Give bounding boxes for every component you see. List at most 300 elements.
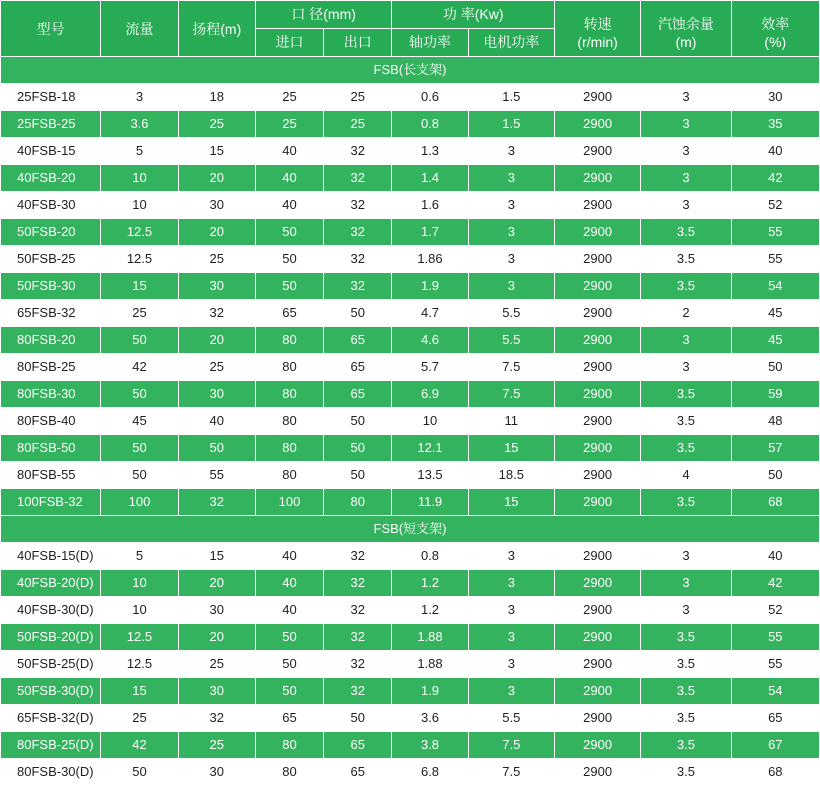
cell-model: 50FSB-30(D) bbox=[1, 678, 101, 705]
section-header-row bbox=[1, 57, 820, 84]
table-row bbox=[1, 462, 820, 489]
cell-value: 57 bbox=[731, 435, 819, 462]
cell-value: 54 bbox=[731, 678, 819, 705]
cell-value: 5.5 bbox=[468, 705, 554, 732]
cell-value: 3 bbox=[468, 138, 554, 165]
cell-value: 2900 bbox=[554, 651, 640, 678]
cell-value: 65 bbox=[324, 327, 392, 354]
cell-model: 80FSB-25(D) bbox=[1, 732, 101, 759]
cell-model: 40FSB-15 bbox=[1, 138, 101, 165]
table-row bbox=[1, 408, 820, 435]
cell-value: 20 bbox=[178, 219, 255, 246]
table-row bbox=[1, 732, 820, 759]
cell-value: 32 bbox=[324, 219, 392, 246]
cell-value: 40 bbox=[731, 543, 819, 570]
cell-model: 80FSB-25 bbox=[1, 354, 101, 381]
cell-value: 40 bbox=[255, 597, 323, 624]
cell-value: 65 bbox=[255, 705, 323, 732]
cell-value: 3.5 bbox=[641, 732, 731, 759]
table-row bbox=[1, 246, 820, 273]
col-header-flow: 流量 bbox=[101, 1, 178, 57]
cell-value: 80 bbox=[255, 408, 323, 435]
col-header-diameter-group: 口 径(mm) bbox=[255, 1, 391, 29]
cell-value: 32 bbox=[178, 300, 255, 327]
table-body bbox=[1, 57, 820, 786]
col-header-power-motor: 电机功率 bbox=[468, 29, 554, 57]
cell-value: 10 bbox=[101, 192, 178, 219]
cell-value: 2900 bbox=[554, 489, 640, 516]
cell-value: 100 bbox=[255, 489, 323, 516]
cell-value: 50 bbox=[101, 435, 178, 462]
cell-value: 30 bbox=[178, 678, 255, 705]
cell-model: 40FSB-30 bbox=[1, 192, 101, 219]
cell-value: 40 bbox=[255, 192, 323, 219]
cell-model: 80FSB-30(D) bbox=[1, 759, 101, 786]
cell-value: 1.88 bbox=[392, 651, 468, 678]
table-row bbox=[1, 111, 820, 138]
cell-value: 30 bbox=[178, 597, 255, 624]
cell-value: 25 bbox=[178, 111, 255, 138]
cell-value: 65 bbox=[255, 300, 323, 327]
cell-value: 40 bbox=[255, 165, 323, 192]
cell-value: 2900 bbox=[554, 408, 640, 435]
cell-model: 25FSB-25 bbox=[1, 111, 101, 138]
cell-model: 50FSB-25(D) bbox=[1, 651, 101, 678]
cell-model: 50FSB-25 bbox=[1, 246, 101, 273]
table-row bbox=[1, 381, 820, 408]
cell-value: 3.5 bbox=[641, 651, 731, 678]
table-row bbox=[1, 165, 820, 192]
section-header-row bbox=[1, 516, 820, 543]
cell-value: 11 bbox=[468, 408, 554, 435]
cell-value: 25 bbox=[255, 111, 323, 138]
cell-value: 12.5 bbox=[101, 246, 178, 273]
cell-value: 0.8 bbox=[392, 543, 468, 570]
cell-value: 2900 bbox=[554, 705, 640, 732]
cell-value: 1.3 bbox=[392, 138, 468, 165]
cell-value: 3 bbox=[641, 84, 731, 111]
cell-value: 10 bbox=[101, 570, 178, 597]
cell-value: 4.6 bbox=[392, 327, 468, 354]
cell-value: 3 bbox=[468, 570, 554, 597]
cell-model: 80FSB-20 bbox=[1, 327, 101, 354]
cell-value: 3 bbox=[641, 138, 731, 165]
cell-value: 80 bbox=[255, 354, 323, 381]
cell-value: 80 bbox=[255, 759, 323, 786]
cell-value: 2900 bbox=[554, 678, 640, 705]
cell-value: 50 bbox=[324, 705, 392, 732]
cell-value: 2 bbox=[641, 300, 731, 327]
cell-value: 50 bbox=[101, 327, 178, 354]
col-header-speed-unit: (r/min) bbox=[577, 34, 618, 50]
cell-value: 50 bbox=[255, 651, 323, 678]
cell-value: 10 bbox=[101, 165, 178, 192]
cell-value: 80 bbox=[255, 462, 323, 489]
cell-value: 1.4 bbox=[392, 165, 468, 192]
cell-value: 50 bbox=[255, 219, 323, 246]
cell-value: 4 bbox=[641, 462, 731, 489]
cell-value: 32 bbox=[324, 678, 392, 705]
cell-value: 80 bbox=[255, 381, 323, 408]
table-row bbox=[1, 759, 820, 786]
table-header bbox=[1, 1, 820, 57]
cell-value: 1.2 bbox=[392, 570, 468, 597]
cell-value: 2900 bbox=[554, 570, 640, 597]
cell-value: 3.5 bbox=[641, 489, 731, 516]
cell-value: 7.5 bbox=[468, 759, 554, 786]
col-header-speed-label: 转速 bbox=[583, 16, 612, 32]
cell-value: 52 bbox=[731, 597, 819, 624]
cell-value: 7.5 bbox=[468, 354, 554, 381]
cell-value: 3.8 bbox=[392, 732, 468, 759]
cell-value: 32 bbox=[324, 624, 392, 651]
cell-value: 45 bbox=[101, 408, 178, 435]
table-row bbox=[1, 597, 820, 624]
cell-value: 15 bbox=[101, 273, 178, 300]
cell-value: 25 bbox=[101, 705, 178, 732]
cell-value: 12.1 bbox=[392, 435, 468, 462]
cell-value: 15 bbox=[468, 489, 554, 516]
cell-value: 50 bbox=[101, 759, 178, 786]
cell-value: 2900 bbox=[554, 381, 640, 408]
cell-value: 4.7 bbox=[392, 300, 468, 327]
cell-value: 25 bbox=[324, 84, 392, 111]
cell-value: 2900 bbox=[554, 273, 640, 300]
cell-value: 68 bbox=[731, 489, 819, 516]
cell-value: 40 bbox=[255, 570, 323, 597]
cell-model: 65FSB-32 bbox=[1, 300, 101, 327]
cell-value: 45 bbox=[731, 327, 819, 354]
cell-model: 80FSB-55 bbox=[1, 462, 101, 489]
cell-value: 55 bbox=[731, 651, 819, 678]
table-row bbox=[1, 327, 820, 354]
cell-value: 35 bbox=[731, 111, 819, 138]
cell-value: 5.5 bbox=[468, 327, 554, 354]
cell-value: 5 bbox=[101, 138, 178, 165]
cell-value: 50 bbox=[255, 273, 323, 300]
cell-value: 25 bbox=[178, 651, 255, 678]
cell-value: 12.5 bbox=[101, 219, 178, 246]
col-header-efficiency-unit: (%) bbox=[764, 34, 787, 50]
col-header-power-shaft: 轴功率 bbox=[392, 29, 468, 57]
cell-value: 3.5 bbox=[641, 273, 731, 300]
cell-value: 80 bbox=[255, 327, 323, 354]
cell-value: 50 bbox=[324, 408, 392, 435]
cell-value: 55 bbox=[731, 246, 819, 273]
cell-value: 11.9 bbox=[392, 489, 468, 516]
cell-value: 30 bbox=[178, 273, 255, 300]
cell-value: 55 bbox=[178, 462, 255, 489]
cell-value: 40 bbox=[255, 543, 323, 570]
cell-value: 50 bbox=[101, 462, 178, 489]
cell-value: 20 bbox=[178, 327, 255, 354]
col-header-diameter-in: 进口 bbox=[255, 29, 323, 57]
col-header-power-group: 功 率(Kw) bbox=[392, 1, 555, 29]
cell-value: 2900 bbox=[554, 759, 640, 786]
cell-value: 3 bbox=[641, 192, 731, 219]
cell-model: 80FSB-40 bbox=[1, 408, 101, 435]
cell-value: 3.5 bbox=[641, 219, 731, 246]
cell-model: 80FSB-50 bbox=[1, 435, 101, 462]
header-row-top bbox=[1, 1, 820, 29]
table-row bbox=[1, 219, 820, 246]
cell-value: 32 bbox=[178, 705, 255, 732]
cell-value: 1.9 bbox=[392, 678, 468, 705]
cell-value: 32 bbox=[178, 489, 255, 516]
cell-value: 25 bbox=[178, 354, 255, 381]
cell-value: 25 bbox=[178, 246, 255, 273]
cell-value: 3 bbox=[468, 678, 554, 705]
cell-value: 40 bbox=[178, 408, 255, 435]
cell-value: 3.5 bbox=[641, 624, 731, 651]
cell-value: 2900 bbox=[554, 111, 640, 138]
cell-value: 6.8 bbox=[392, 759, 468, 786]
cell-value: 32 bbox=[324, 138, 392, 165]
table-row bbox=[1, 705, 820, 732]
cell-value: 30 bbox=[178, 381, 255, 408]
table-row bbox=[1, 651, 820, 678]
cell-value: 50 bbox=[324, 462, 392, 489]
cell-value: 15 bbox=[178, 543, 255, 570]
table-row bbox=[1, 273, 820, 300]
cell-value: 2900 bbox=[554, 597, 640, 624]
cell-value: 25 bbox=[255, 84, 323, 111]
cell-value: 67 bbox=[731, 732, 819, 759]
cell-value: 2900 bbox=[554, 300, 640, 327]
cell-value: 3 bbox=[641, 111, 731, 138]
cell-value: 3 bbox=[468, 651, 554, 678]
col-header-npsh bbox=[641, 1, 731, 57]
cell-value: 45 bbox=[731, 300, 819, 327]
table-row bbox=[1, 435, 820, 462]
table-row bbox=[1, 570, 820, 597]
cell-value: 3 bbox=[468, 597, 554, 624]
cell-value: 12.5 bbox=[101, 624, 178, 651]
cell-value: 42 bbox=[101, 354, 178, 381]
cell-value: 1.5 bbox=[468, 84, 554, 111]
cell-value: 5.5 bbox=[468, 300, 554, 327]
cell-value: 30 bbox=[178, 192, 255, 219]
cell-model: 25FSB-18 bbox=[1, 84, 101, 111]
cell-value: 2900 bbox=[554, 732, 640, 759]
col-header-npsh-label: 汽蚀余量 bbox=[657, 16, 714, 32]
cell-model: 65FSB-32(D) bbox=[1, 705, 101, 732]
cell-value: 3 bbox=[641, 597, 731, 624]
col-header-npsh-unit: (m) bbox=[675, 34, 697, 50]
cell-model: 50FSB-20 bbox=[1, 219, 101, 246]
cell-model: 80FSB-30 bbox=[1, 381, 101, 408]
cell-value: 65 bbox=[731, 705, 819, 732]
cell-value: 65 bbox=[324, 354, 392, 381]
col-header-efficiency-label: 效率 bbox=[761, 16, 790, 32]
cell-value: 3.6 bbox=[392, 705, 468, 732]
cell-value: 1.88 bbox=[392, 624, 468, 651]
cell-value: 2900 bbox=[554, 246, 640, 273]
cell-value: 50 bbox=[255, 624, 323, 651]
cell-value: 15 bbox=[468, 435, 554, 462]
cell-value: 42 bbox=[731, 570, 819, 597]
cell-value: 2900 bbox=[554, 165, 640, 192]
cell-value: 30 bbox=[178, 759, 255, 786]
cell-model: 40FSB-20 bbox=[1, 165, 101, 192]
cell-model: 40FSB-20(D) bbox=[1, 570, 101, 597]
cell-value: 50 bbox=[255, 678, 323, 705]
cell-value: 3.5 bbox=[641, 381, 731, 408]
cell-value: 1.7 bbox=[392, 219, 468, 246]
cell-value: 50 bbox=[101, 381, 178, 408]
cell-value: 3.5 bbox=[641, 246, 731, 273]
cell-value: 25 bbox=[178, 732, 255, 759]
cell-value: 50 bbox=[731, 354, 819, 381]
cell-value: 0.6 bbox=[392, 84, 468, 111]
cell-value: 50 bbox=[324, 435, 392, 462]
col-header-model: 型号 bbox=[1, 1, 101, 57]
cell-value: 1.5 bbox=[468, 111, 554, 138]
cell-value: 20 bbox=[178, 570, 255, 597]
cell-value: 32 bbox=[324, 651, 392, 678]
cell-value: 3.5 bbox=[641, 408, 731, 435]
cell-value: 3 bbox=[468, 273, 554, 300]
cell-value: 55 bbox=[731, 624, 819, 651]
cell-value: 18.5 bbox=[468, 462, 554, 489]
cell-value: 100 bbox=[101, 489, 178, 516]
cell-value: 1.86 bbox=[392, 246, 468, 273]
cell-value: 65 bbox=[324, 381, 392, 408]
table-row bbox=[1, 84, 820, 111]
cell-model: 40FSB-30(D) bbox=[1, 597, 101, 624]
cell-value: 40 bbox=[255, 138, 323, 165]
cell-value: 3.6 bbox=[101, 111, 178, 138]
cell-value: 3 bbox=[468, 624, 554, 651]
cell-value: 0.8 bbox=[392, 111, 468, 138]
cell-value: 3.5 bbox=[641, 759, 731, 786]
col-header-diameter-out: 出口 bbox=[324, 29, 392, 57]
cell-value: 80 bbox=[324, 489, 392, 516]
cell-value: 54 bbox=[731, 273, 819, 300]
cell-value: 20 bbox=[178, 624, 255, 651]
cell-value: 3 bbox=[641, 543, 731, 570]
cell-value: 55 bbox=[731, 219, 819, 246]
cell-value: 3.5 bbox=[641, 678, 731, 705]
table-row bbox=[1, 489, 820, 516]
cell-value: 1.6 bbox=[392, 192, 468, 219]
cell-value: 32 bbox=[324, 273, 392, 300]
cell-model: 40FSB-15(D) bbox=[1, 543, 101, 570]
cell-value: 1.9 bbox=[392, 273, 468, 300]
cell-value: 3 bbox=[641, 165, 731, 192]
cell-value: 80 bbox=[255, 732, 323, 759]
cell-value: 50 bbox=[255, 246, 323, 273]
table-row bbox=[1, 138, 820, 165]
cell-value: 2900 bbox=[554, 354, 640, 381]
cell-value: 10 bbox=[392, 408, 468, 435]
table-row bbox=[1, 300, 820, 327]
cell-value: 32 bbox=[324, 165, 392, 192]
cell-value: 6.9 bbox=[392, 381, 468, 408]
cell-value: 3 bbox=[101, 84, 178, 111]
cell-value: 3 bbox=[468, 543, 554, 570]
cell-value: 7.5 bbox=[468, 732, 554, 759]
cell-value: 42 bbox=[731, 165, 819, 192]
cell-value: 30 bbox=[731, 84, 819, 111]
cell-value: 13.5 bbox=[392, 462, 468, 489]
table-row bbox=[1, 192, 820, 219]
cell-value: 68 bbox=[731, 759, 819, 786]
col-header-efficiency bbox=[731, 1, 819, 57]
col-header-head: 扬程(m) bbox=[178, 1, 255, 57]
cell-value: 3 bbox=[641, 327, 731, 354]
cell-value: 25 bbox=[324, 111, 392, 138]
cell-value: 50 bbox=[731, 462, 819, 489]
cell-value: 65 bbox=[324, 759, 392, 786]
table-row bbox=[1, 624, 820, 651]
cell-model: 100FSB-32 bbox=[1, 489, 101, 516]
cell-value: 10 bbox=[101, 597, 178, 624]
cell-value: 2900 bbox=[554, 435, 640, 462]
cell-value: 3 bbox=[468, 246, 554, 273]
cell-value: 20 bbox=[178, 165, 255, 192]
cell-value: 48 bbox=[731, 408, 819, 435]
cell-value: 2900 bbox=[554, 192, 640, 219]
cell-value: 32 bbox=[324, 597, 392, 624]
cell-value: 3 bbox=[468, 192, 554, 219]
cell-value: 2900 bbox=[554, 327, 640, 354]
cell-value: 80 bbox=[255, 435, 323, 462]
cell-value: 2900 bbox=[554, 84, 640, 111]
cell-model: 50FSB-20(D) bbox=[1, 624, 101, 651]
cell-value: 2900 bbox=[554, 462, 640, 489]
cell-value: 65 bbox=[324, 732, 392, 759]
cell-value: 25 bbox=[101, 300, 178, 327]
cell-value: 50 bbox=[324, 300, 392, 327]
col-header-speed bbox=[554, 1, 640, 57]
cell-value: 15 bbox=[178, 138, 255, 165]
cell-value: 5 bbox=[101, 543, 178, 570]
cell-value: 42 bbox=[101, 732, 178, 759]
cell-value: 32 bbox=[324, 543, 392, 570]
cell-value: 2900 bbox=[554, 543, 640, 570]
cell-value: 2900 bbox=[554, 624, 640, 651]
cell-value: 18 bbox=[178, 84, 255, 111]
table-row bbox=[1, 543, 820, 570]
cell-value: 5.7 bbox=[392, 354, 468, 381]
cell-value: 3 bbox=[641, 354, 731, 381]
table-row bbox=[1, 354, 820, 381]
cell-value: 2900 bbox=[554, 219, 640, 246]
cell-value: 50 bbox=[178, 435, 255, 462]
cell-value: 3 bbox=[468, 219, 554, 246]
cell-value: 3 bbox=[468, 165, 554, 192]
section-title: FSB(长支架) bbox=[1, 57, 820, 84]
cell-value: 40 bbox=[731, 138, 819, 165]
cell-value: 59 bbox=[731, 381, 819, 408]
cell-value: 3 bbox=[641, 570, 731, 597]
cell-model: 50FSB-30 bbox=[1, 273, 101, 300]
cell-value: 15 bbox=[101, 678, 178, 705]
cell-value: 32 bbox=[324, 192, 392, 219]
table-row bbox=[1, 678, 820, 705]
section-title: FSB(短支架) bbox=[1, 516, 820, 543]
cell-value: 32 bbox=[324, 246, 392, 273]
cell-value: 3.5 bbox=[641, 435, 731, 462]
cell-value: 1.2 bbox=[392, 597, 468, 624]
cell-value: 52 bbox=[731, 192, 819, 219]
cell-value: 2900 bbox=[554, 138, 640, 165]
cell-value: 12.5 bbox=[101, 651, 178, 678]
cell-value: 7.5 bbox=[468, 381, 554, 408]
cell-value: 32 bbox=[324, 570, 392, 597]
cell-value: 3.5 bbox=[641, 705, 731, 732]
